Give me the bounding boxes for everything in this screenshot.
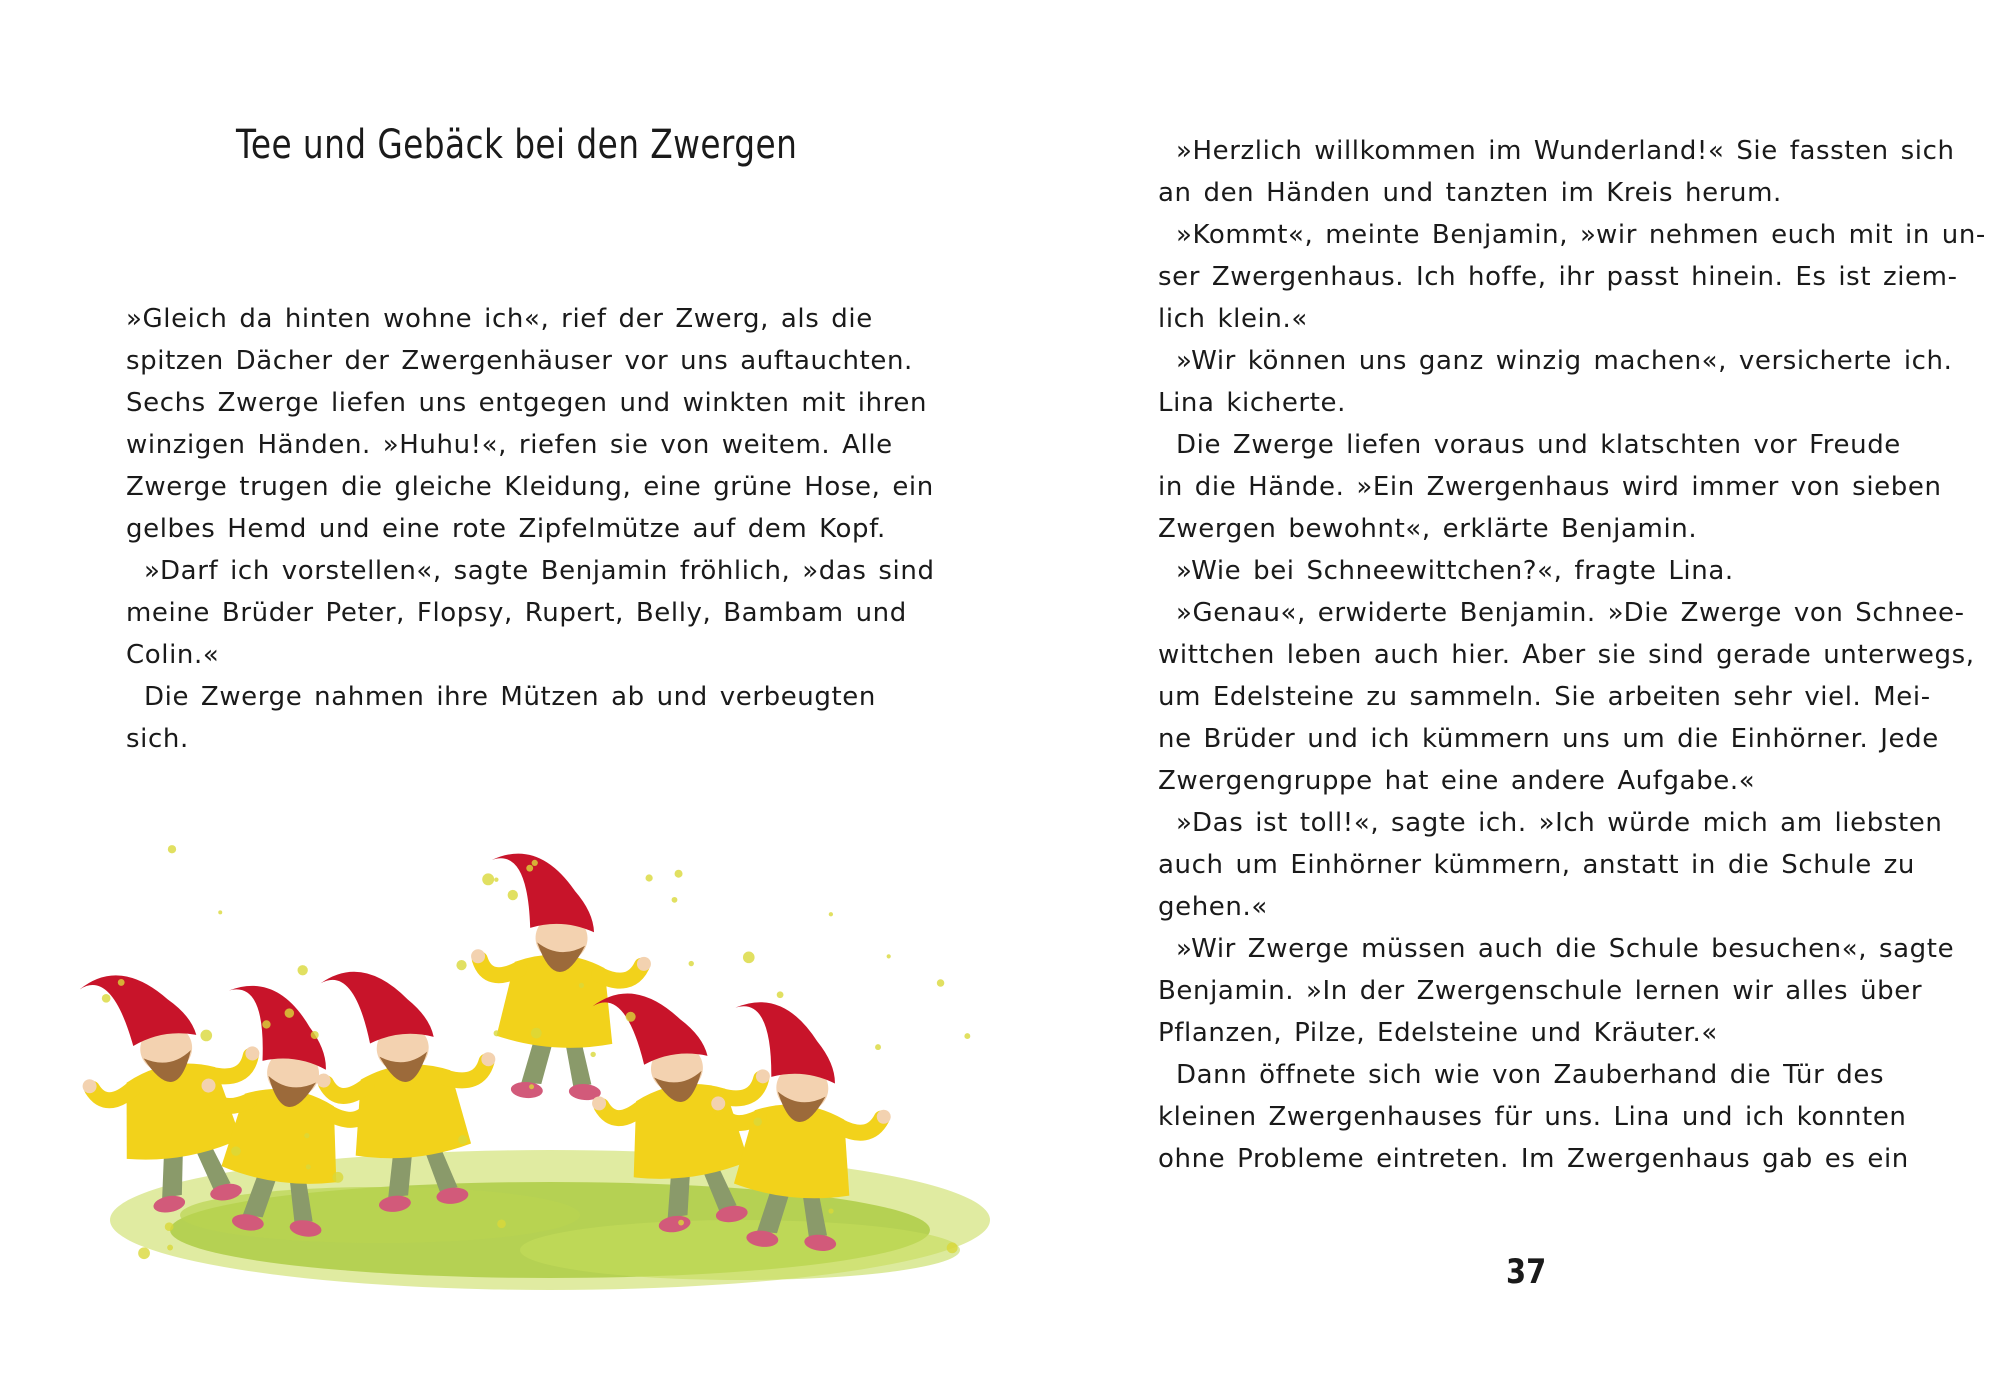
text-line: auch um Einhörner kümmern, anstatt in die Schule zu xyxy=(1158,850,1915,880)
text-line: »Genau«, erwiderte Benjamin. »Die Zwerge von Schnee- xyxy=(1176,598,1965,628)
text-line: sich. xyxy=(126,724,189,754)
dot xyxy=(494,877,498,881)
dot xyxy=(200,1030,212,1042)
dot xyxy=(828,1208,833,1213)
dot xyxy=(231,1146,241,1156)
dot xyxy=(165,1222,174,1231)
dot xyxy=(875,1044,881,1050)
dot xyxy=(285,1008,294,1017)
dot xyxy=(494,1030,500,1036)
dot xyxy=(526,865,533,872)
dot xyxy=(672,897,678,903)
dot xyxy=(532,860,538,866)
page-number: 37 xyxy=(1506,1252,1547,1292)
text-line: meine Brüder Peter, Flopsy, Rupert, Belly, Bambam und xyxy=(126,598,907,628)
dot xyxy=(689,961,694,966)
text-line: Colin.« xyxy=(126,640,220,670)
dot xyxy=(456,960,466,970)
dot xyxy=(298,965,308,975)
dot xyxy=(579,983,584,988)
text-line: Zwergengruppe hat eine andere Aufgabe.« xyxy=(1158,766,1756,796)
dot xyxy=(167,1245,173,1251)
dot xyxy=(102,994,111,1003)
text-line: kleinen Zwergenhauses für uns. Lina und ich konnten xyxy=(1158,1102,1907,1132)
text-line: »Herzlich willkommen im Wunderland!« Sie fassten sich xyxy=(1176,136,1955,166)
dot xyxy=(964,1033,970,1039)
dot xyxy=(626,1012,636,1022)
dot xyxy=(304,1133,309,1138)
text-line: ne Brüder und ich kümmern uns um die Einhörner. Jede xyxy=(1158,724,1939,754)
text-line: lich klein.« xyxy=(1158,304,1308,334)
dot xyxy=(508,890,518,900)
text-line: Benjamin. »In der Zwergenschule lernen wir alles über xyxy=(1158,976,1923,1006)
text-line: »Wir können uns ganz winzig machen«, versicherte ich. xyxy=(1176,346,1953,376)
left-body-text xyxy=(126,298,935,760)
text-line: spitzen Dächer der Zwergenhäuser vor uns auftauchten. xyxy=(126,346,913,376)
dot xyxy=(947,1242,958,1253)
text-line: um Edelsteine zu sammeln. Sie arbeiten sehr viel. Mei- xyxy=(1158,682,1931,712)
text-line: gelbes Hemd und eine rote Zipfelmütze auf dem Kopf. xyxy=(126,514,886,544)
text-line: »Wir Zwerge müssen auch die Schule besuchen«, sagte xyxy=(1176,934,1955,964)
dot xyxy=(497,1219,506,1228)
dot xyxy=(887,954,891,958)
text-line: Zwerge trugen die gleiche Kleidung, eine grüne Hose, ein xyxy=(126,472,934,502)
dot xyxy=(646,874,653,881)
text-line: Zwergen bewohnt«, erklärte Benjamin. xyxy=(1158,514,1698,544)
dot xyxy=(675,870,683,878)
text-line: Sechs Zwerge liefen uns entgegen und winkten mit ihren xyxy=(126,388,928,418)
dot xyxy=(168,845,176,853)
dot xyxy=(937,979,945,987)
dot xyxy=(311,1031,319,1039)
dot xyxy=(531,1028,542,1039)
dot xyxy=(332,1172,343,1183)
text-line: »Kommt«, meinte Benjamin, »wir nehmen euch mit in un- xyxy=(1176,220,1986,250)
text-line: »Wie bei Schneewittchen?«, fragte Lina. xyxy=(1176,556,1734,586)
dot xyxy=(590,1052,595,1057)
text-line: wittchen leben auch hier. Aber sie sind gerade unterwegs, xyxy=(1158,640,1975,670)
dot xyxy=(678,1220,684,1226)
text-line: gehen.« xyxy=(1158,892,1268,922)
text-line: Die Zwerge nahmen ihre Mützen ab und verbeugten xyxy=(144,682,876,712)
dancing-gnomes-illustration xyxy=(80,820,1000,1320)
dot xyxy=(262,1020,270,1028)
text-line: winzigen Händen. »Huhu!«, riefen sie von weitem. Alle xyxy=(126,430,893,460)
right-body-text xyxy=(1158,130,1986,1180)
dot xyxy=(743,952,755,964)
dot xyxy=(829,912,833,916)
dot xyxy=(118,979,125,986)
dot xyxy=(777,991,784,998)
text-line: Pflanzen, Pilze, Edelsteine und Kräuter.« xyxy=(1158,1018,1718,1048)
text-line: »Gleich da hinten wohne ich«, rief der Zwerg, als die xyxy=(126,304,873,334)
dot xyxy=(482,873,494,885)
text-line: Die Zwerge liefen voraus und klatschten vor Freude xyxy=(1176,430,1901,460)
dot xyxy=(138,1247,150,1259)
text-line: »Darf ich vorstellen«, sagte Benjamin fröhlich, »das sind xyxy=(144,556,935,586)
text-line: in die Hände. »Ein Zwergenhaus wird immer von sieben xyxy=(1158,472,1942,502)
chapter-title: Tee und Gebäck bei den Zwergen xyxy=(236,122,798,168)
text-line: an den Händen und tanzten im Kreis herum. xyxy=(1158,178,1782,208)
dot xyxy=(306,1164,311,1169)
dot xyxy=(218,910,222,914)
dot xyxy=(753,1118,761,1126)
text-line: Lina kicherte. xyxy=(1158,388,1346,418)
dot xyxy=(458,1135,467,1144)
text-line: Dann öffnete sich wie von Zauberhand die Tür des xyxy=(1176,1060,1885,1090)
text-line: ser Zwergenhaus. Ich hoffe, ihr passt hinein. Es ist ziem- xyxy=(1158,262,1958,292)
dot xyxy=(529,1084,534,1089)
text-line: ohne Probleme eintreten. Im Zwergenhaus gab es ein xyxy=(1158,1144,1909,1174)
right-page xyxy=(1004,0,2008,1382)
text-line: »Das ist toll!«, sagte ich. »Ich würde mich am liebsten xyxy=(1176,808,1943,838)
